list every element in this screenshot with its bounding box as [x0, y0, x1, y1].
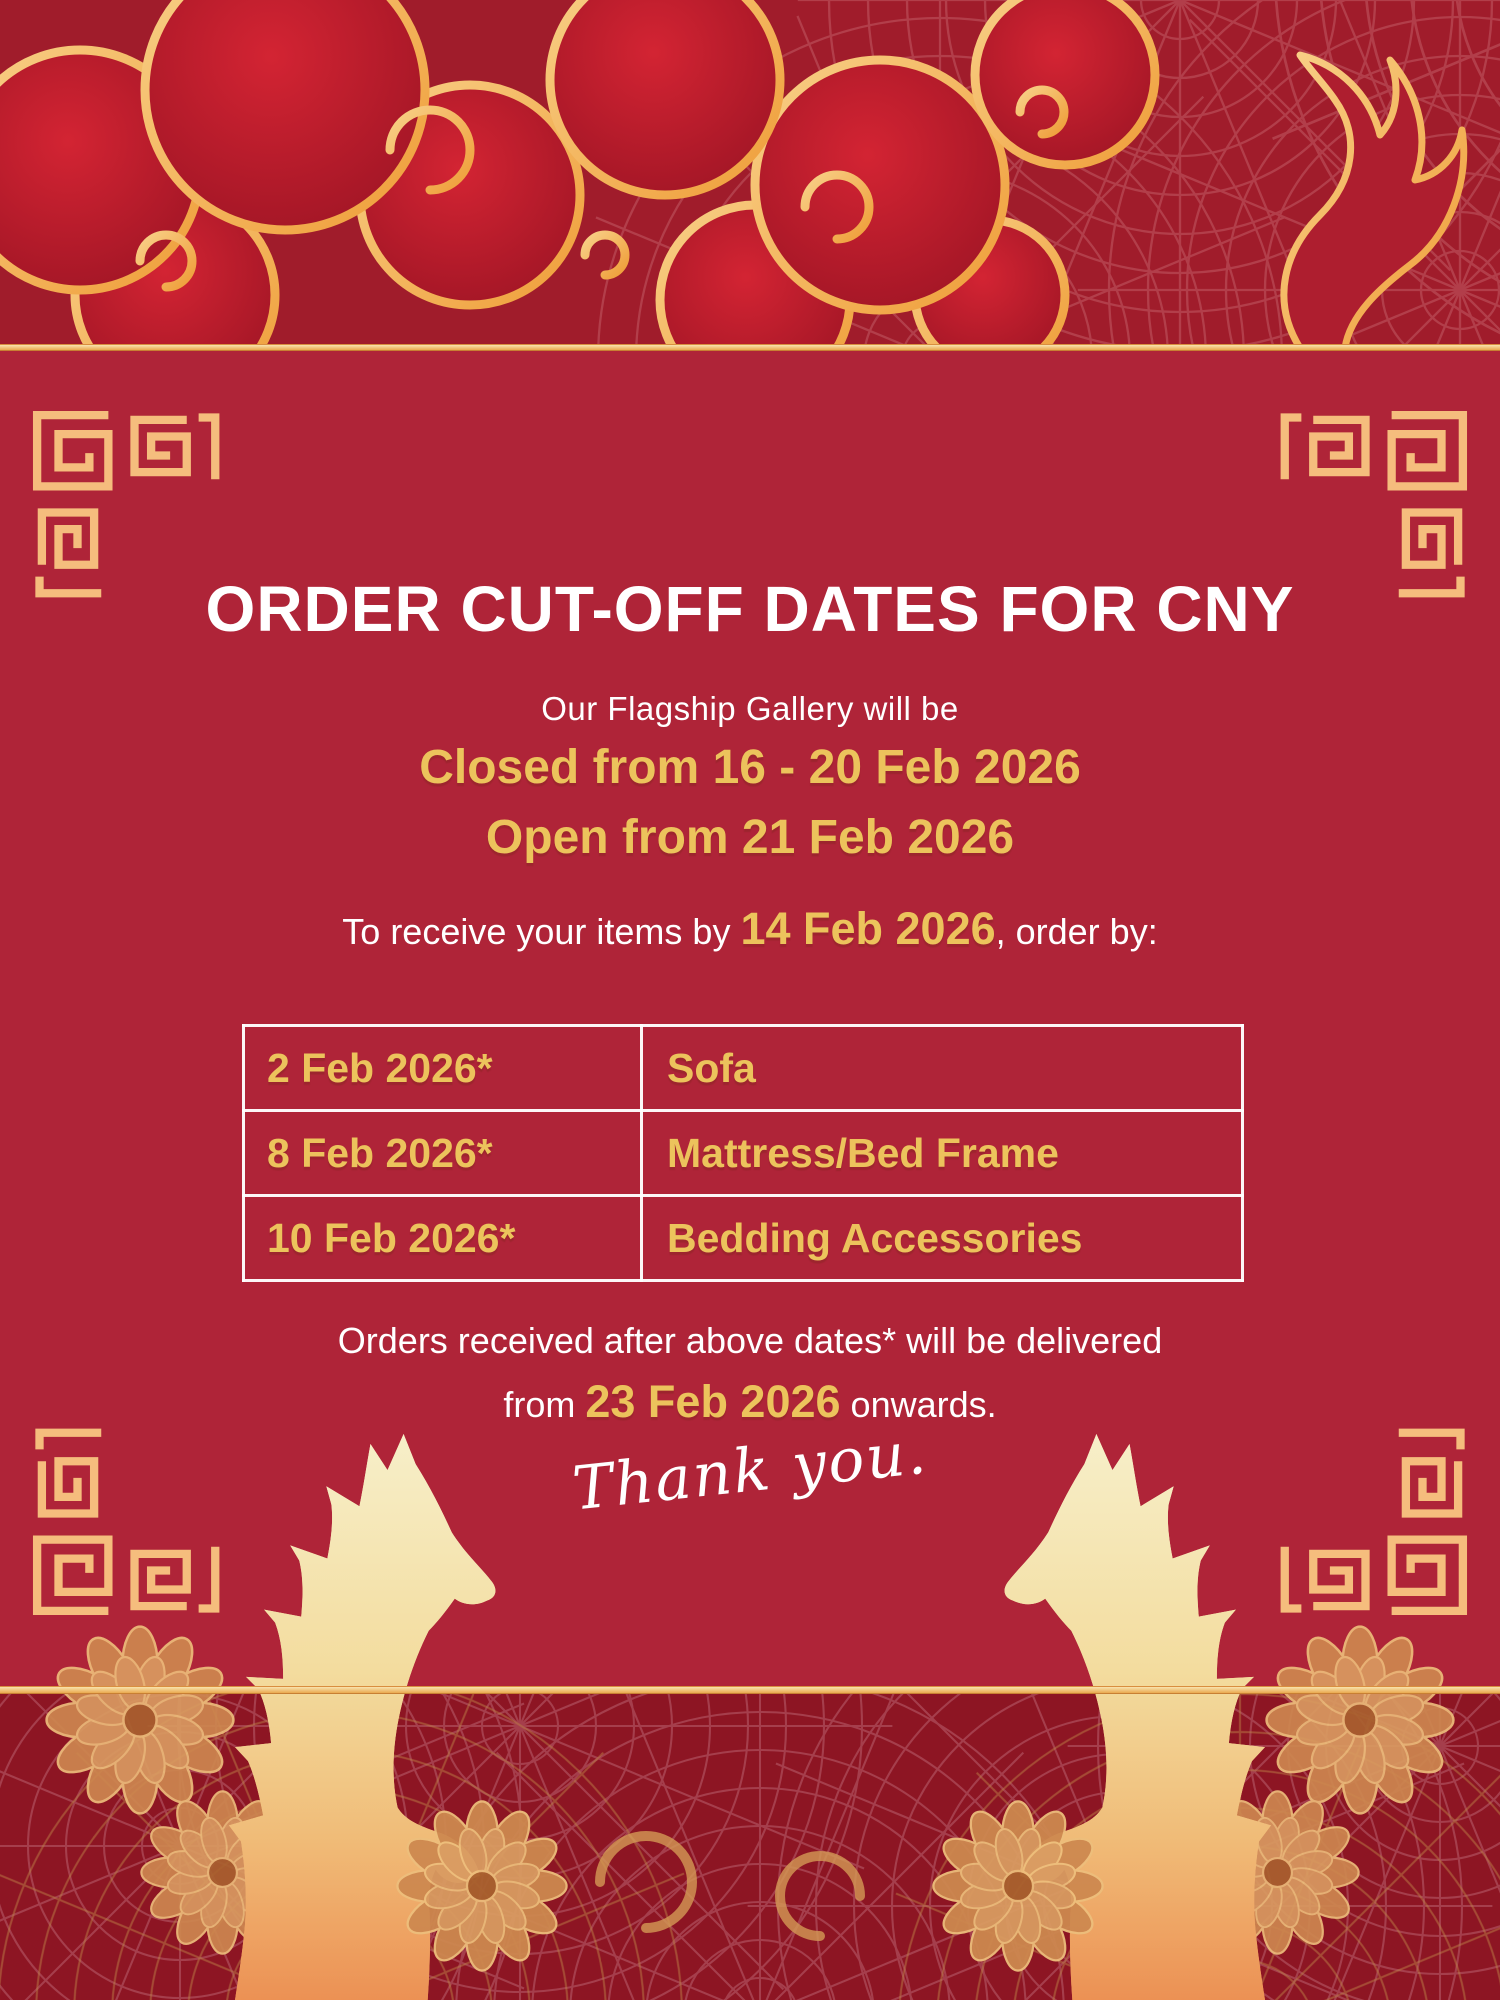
note-prefix: from [503, 1384, 586, 1425]
table-row [244, 1111, 1243, 1196]
chrysanthemum-icon [933, 1801, 1102, 1970]
receive-suffix: , order by: [995, 911, 1158, 952]
cutoff-date-cell: 10 Feb 2026* [244, 1196, 642, 1281]
chrysanthemum-icon [397, 1801, 566, 1970]
note-suffix: onwards. [840, 1384, 997, 1425]
gallery-subtitle: Our Flagship Gallery will be [541, 690, 959, 727]
signoff-script [0, 1417, 1500, 1525]
delivery-note-line1: Orders received after above dates* will be delivered [337, 1320, 1163, 1361]
table-row [244, 1026, 1243, 1111]
table-row [244, 1196, 1243, 1281]
closed-dates-line: Closed from 16 - 20 Feb 2026 [419, 741, 1081, 794]
open-date-line: Open from 21 Feb 2026 [485, 811, 1015, 864]
cutoff-date-cell: 2 Feb 2026* [244, 1026, 642, 1111]
receive-date: 14 Feb 2026 [740, 903, 996, 954]
cutoff-date-cell: 8 Feb 2026* [244, 1111, 642, 1196]
cutoff-item-cell: Bedding Accessories [642, 1196, 1243, 1281]
cutoff-item-cell: Sofa [642, 1026, 1243, 1111]
receive-prefix: To receive your items by [342, 911, 741, 952]
receive-by-line [0, 903, 1500, 955]
note-date: 23 Feb 2026 [585, 1376, 841, 1427]
cutoff-table [242, 1024, 1244, 1282]
cutoff-item-cell: Mattress/Bed Frame [642, 1111, 1243, 1196]
signoff-text: Thank you. [569, 1417, 931, 1525]
delivery-note-line2 [0, 1376, 1500, 1428]
gold-divider-bottom [0, 1686, 1500, 1694]
page-title: ORDER CUT-OFF DATES FOR CNY [205, 573, 1295, 645]
